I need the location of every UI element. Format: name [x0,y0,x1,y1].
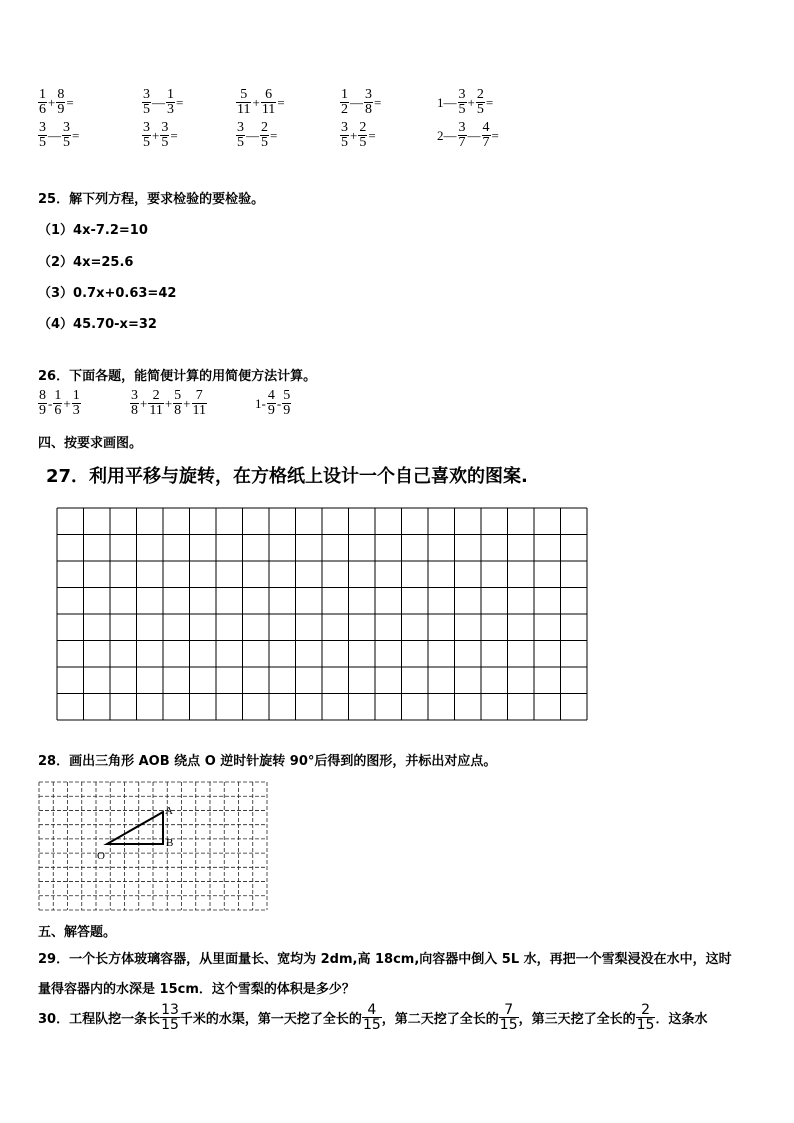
operator: — [467,127,481,143]
denominator: 6 [39,102,46,117]
denominator: 5 [476,102,484,117]
q30-line [38,1003,707,1032]
operator: + [164,395,173,411]
numerator: 3 [341,120,348,135]
numerator: 5 [240,87,248,102]
numerator: 5 [283,388,291,403]
numerator: 3 [161,120,169,135]
numerator: 4 [267,388,275,403]
fraction [192,389,207,418]
numerator: 2 [641,1002,650,1018]
numerator: 7 [504,1002,514,1018]
q30-mid-3: ，第三天挖了全长的 [518,1012,636,1027]
denominator: 2 [341,102,348,117]
operator: 1— [437,94,457,110]
operator: = [176,94,184,110]
q25-item-1: （1）4x-7.2=10 [38,223,148,238]
fraction [142,88,151,117]
denominator: 6 [54,403,62,418]
fraction [267,389,276,418]
numerator: 2 [261,120,268,135]
fraction [148,389,163,418]
numerator: 7 [195,388,203,403]
operator: + [152,127,160,143]
numerator: 3 [143,120,150,135]
denominator: 9 [267,403,275,418]
fraction-expression [38,88,75,117]
fraction [362,1003,382,1032]
fraction-expression [436,121,500,150]
q25-item-4: （4）45.70-x=32 [38,317,157,332]
denominator: 15 [499,1017,518,1033]
fraction [458,121,467,150]
operator: — [350,94,363,110]
denominator: 8 [174,403,182,418]
denominator: 11 [237,102,251,117]
fraction-expression [340,121,377,150]
fraction [166,88,175,117]
numerator: 13 [161,1002,179,1018]
denominator: 9 [39,403,46,418]
q30-mid-2: ，第二天挖了全长的 [381,1012,499,1027]
denominator: 7 [458,135,466,150]
denominator: 9 [283,403,291,418]
fraction [72,389,81,418]
numerator: 8 [57,87,65,102]
fraction [173,389,182,418]
denominator: 5 [359,135,367,150]
q30-prefix: 30．工程队挖一条长 [38,1012,161,1027]
denominator: 5 [143,135,150,150]
fraction-expression [142,121,179,150]
fraction [282,389,291,418]
fraction [482,121,491,150]
fraction [476,88,485,117]
operator: = [277,94,285,110]
denominator: 8 [365,102,372,117]
numerator: 1 [72,388,80,403]
denominator: 5 [39,135,46,150]
q29-line-2: 量得容器内的水深是 15cm．这个雪梨的体积是多少？ [38,982,355,997]
numerator: 1 [39,87,46,102]
fraction-expression [38,121,80,150]
denominator: 11 [192,403,206,418]
fraction-expression [236,121,278,150]
fraction [260,121,269,150]
denominator: 3 [167,102,174,117]
triangle-aob-grid [37,780,269,912]
numerator: 6 [265,87,273,102]
operator: — [246,127,259,143]
numerator: 1 [167,87,174,102]
fraction [62,121,71,150]
fraction-expression [236,88,286,117]
operator: + [48,94,56,110]
denominator: 5 [261,135,268,150]
fraction [38,88,47,117]
fraction-expression [436,88,494,117]
fraction [364,88,373,117]
q26-expression [130,389,207,418]
section-5-heading: 五、解答题。 [38,925,117,940]
operator: + [183,395,191,411]
fraction [56,88,65,117]
denominator: 5 [143,102,150,117]
numerator: 3 [39,120,46,135]
numerator: 3 [143,87,150,102]
label-o: O [97,850,105,862]
numerator: 3 [458,120,466,135]
denominator: 9 [57,102,65,117]
operator: - [276,395,282,411]
operator: 2— [437,127,457,143]
fraction [358,121,367,150]
fraction [160,121,169,150]
fraction [38,389,47,418]
denominator: 3 [72,403,80,418]
numerator: 4 [482,120,490,135]
operator: — [48,127,61,143]
q26-title: 26．下面各题，能简便计算的用简便方法计算。 [38,369,317,384]
operator: + [252,94,260,110]
label-b: B [166,837,174,849]
q25-title: 25．解下列方程，要求检验的要检验。 [38,192,265,207]
operator: + [63,395,71,411]
fraction [142,121,151,150]
denominator: 15 [362,1017,381,1033]
section-4-heading: 四、按要求画图。 [38,436,143,451]
operator: + [350,127,358,143]
fraction [236,88,251,117]
denominator: 5 [458,102,466,117]
operator: = [491,127,499,143]
numerator: 2 [152,388,160,403]
q30-mid-1: 千米的水渠，第一天挖了全长的 [179,1012,362,1027]
operator: = [66,94,74,110]
fraction [160,1003,180,1032]
denominator: 5 [63,135,70,150]
fraction [636,1003,656,1032]
q26-expression [38,389,81,418]
fraction [53,389,62,418]
numerator: 4 [367,1002,377,1018]
operator: 1- [255,395,266,411]
fraction [458,88,467,117]
fraction [340,121,349,150]
numerator: 3 [131,388,138,403]
fraction [261,88,276,117]
square-grid-paper [56,507,588,721]
operator: + [467,94,475,110]
operator: = [368,127,376,143]
operator: = [485,94,494,110]
fraction [38,121,47,150]
numerator: 2 [359,120,367,135]
numerator: 3 [63,120,70,135]
denominator: 15 [161,1017,179,1033]
denominator: 5 [161,135,169,150]
operator: - [48,395,53,411]
denominator: 8 [131,403,138,418]
numerator: 1 [341,87,348,102]
q25-item-3: （3）0.7x+0.63=42 [38,286,177,301]
denominator: 5 [341,135,348,150]
numerator: 2 [476,87,484,102]
denominator: 11 [261,102,276,117]
q27-title: 27．利用平移与旋转，在方格纸上设计一个自己喜欢的图案. [46,466,528,487]
q25-item-2: （2）4x=25.6 [38,255,134,270]
q30-suffix: ．这条水 [655,1012,708,1027]
operator: = [170,127,178,143]
fraction [499,1003,519,1032]
operator: + [140,395,148,411]
fraction-expression [340,88,382,117]
fraction-expression [142,88,184,117]
label-a: A [165,805,173,817]
numerator: 3 [237,120,244,135]
numerator: 5 [174,388,182,403]
operator: = [374,94,382,110]
numerator: 8 [39,388,46,403]
denominator: 15 [636,1017,655,1033]
q28-title: 28．画出三角形 AOB 绕点 O 逆时针旋转 90°后得到的图形，并标出对应点。 [38,754,497,769]
operator: — [152,94,165,110]
numerator: 3 [458,87,466,102]
numerator: 1 [54,388,62,403]
denominator: 11 [149,403,163,418]
fraction [130,389,139,418]
fraction [340,88,349,117]
operator: = [270,127,278,143]
denominator: 5 [237,135,244,150]
q26-expression [254,389,291,418]
denominator: 7 [482,135,490,150]
numerator: 3 [365,87,372,102]
operator: = [72,127,80,143]
dashed-grid [39,782,267,910]
q29-line-1: 29．一个长方体玻璃容器，从里面量长、宽均为 2dm,高 18cm,向容器中倒入 5L 水，再把一个雪梨浸没在水中，这时 [38,952,732,967]
fraction [236,121,245,150]
